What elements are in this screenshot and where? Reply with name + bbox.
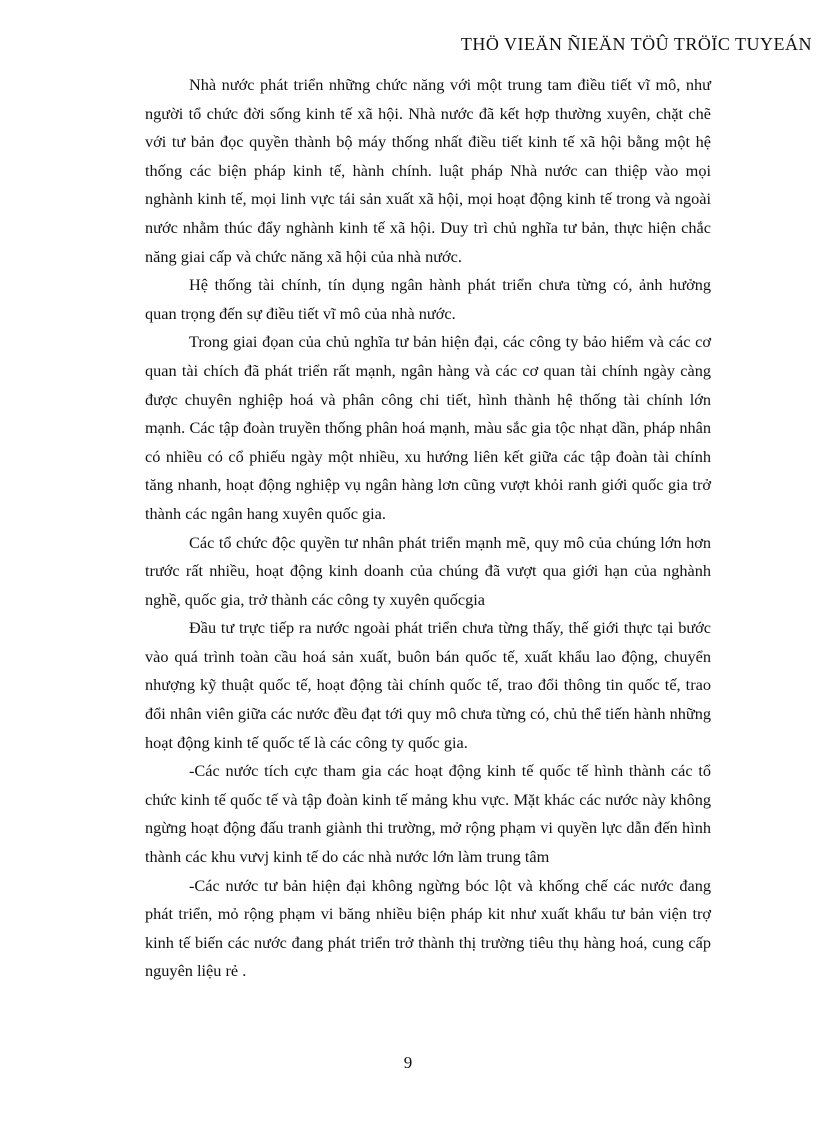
paragraph-3: Trong giai đọan của chủ nghĩa tư bản hiện đại, các công ty bảo hiểm và các cơ quan tài chích đã phát triển rất mạnh, ngân hàng và các cơ quan tài chính ngày càng được chuyên nghiệp hoá và phân công chi tiết, hình thành hệ thống tài chính lớn mạnh. Các tập đoàn truyền thống phân hoá mạnh, màu sắc gia tộc nhạt dần, pháp nhân có nhiều có cổ phiếu ngày một nhiều, xu hướng liên kết giữa các tập đoàn tài chính tăng nhanh, hoạt động nghiệp vụ ngân hàng lơn cũng vượt khỏi ranh giới quốc gia trở thành các ngân hang xuyên quốc gia. <box>145 332 711 523</box>
page-number: 9 <box>403 1053 413 1072</box>
paragraph-2: Hệ thống tài chính, tín dụng ngân hành phát triển chưa từng có, ảnh hưởng quan trọng đến sự điều tiết vĩ mô của nhà nước. <box>145 275 711 323</box>
paragraph-1: Nhà nước phát triển những chức năng với một trung tam điều tiết vĩ mô, như người tổ chức đời sống kinh tế xã hội. Nhà nước đã kết hợp thường xuyên, chặt chẽ với tư bản đọc quyền thành bộ máy thống nhất điều tiết kinh tế xã hội bằng một hệ thống các biện pháp kinh tế, hành chính. luật pháp Nhà nước can thiệp vào mọi nghành kinh tế, mọi linh vực tái sản xuất xã hội, mọi hoạt động kinh tế trong và ngoài nước nhằm thúc đẩy nghành kinh tế xã hội. Duy trì chủ nghĩa tư bản, thực hiện chắc năng giai cấp và chức năng xã hội của nhà nước. <box>145 75 711 266</box>
document-body <box>145 71 711 986</box>
paragraph-5: Đầu tư trực tiếp ra nước ngoài phát triển chưa từng thấy, thế giới thực tại bước vào quá trình toàn cầu hoá sản xuất, buôn bán quốc tế, xuất khẩu lao động, chuyển nhượng kỹ thuật quốc tế, hoạt động tài chính quốc tế, trao đổi thông tin quốc tế, trao đổi nhân viên giữa các nước đều đạt tới quy mô chưa từng có, chủ thể tiến hành những hoạt động kinh tế quốc tế là các công ty quốc gia. <box>145 618 711 752</box>
paragraph-4: Các tổ chức độc quyền tư nhân phát triển mạnh mẽ, quy mô của chúng lớn hơn trước rất nhiều, hoạt động kinh doanh của chúng đã vượt qua giới hạn của nghành nghề, quốc gia, trở thành các công ty xuyên quốcgia <box>145 532 711 609</box>
paragraph-7: -Các nước tư bản hiện đại không ngừng bóc lột và khống chế các nước đang phát triển, mỏ rộng phạm vi băng nhiều biện pháp kit như xuất khẩu tư bản viện trợ kinh tế biến các nước đang phát triển trở thành thị trường tiêu thụ hàng hoá, cung cấp nguyên liệu rẻ . <box>145 875 711 981</box>
running-header: THÖ VIEÄN ÑIEÄN TÖÛ TRÖÏC TUYEÁN <box>460 34 812 54</box>
paragraph-6: -Các nước tích cực tham gia các hoạt động kinh tế quốc tế hình thành các tổ chức kinh tế quốc tế và tập đoàn kinh tế mảng khu vực. Mặt khác các nước này không ngừng hoạt động đấu tranh giành thi trường, mở rộng phạm vi quyền lực dẫn đến hình thành các khu vưvj kinh tế do các nhà nước lớn làm trung tâm <box>145 761 711 867</box>
